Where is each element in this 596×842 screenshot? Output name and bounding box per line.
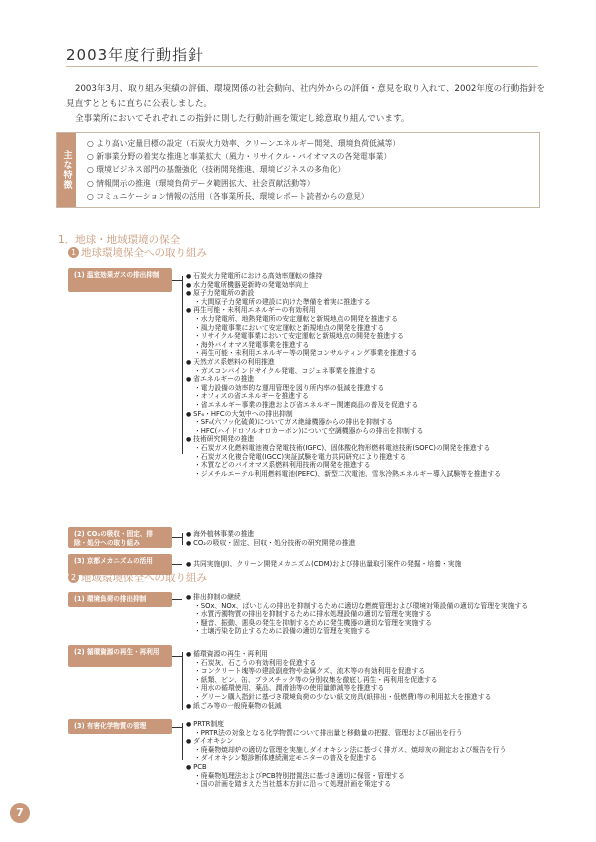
features-label: 主な特徴 (57, 133, 76, 207)
goal-subitem: ・ グリーン購入指針に基づき環境負荷の少ない紙文房具(紙排出・低燃費)等の利用拡大を推進する (194, 693, 491, 702)
goal-subitem: ・ 紙類、ビン、缶、プラスチック等の分別収集を徹底し再生・再利用を促進する (194, 676, 438, 685)
subsection-title-global (68, 245, 207, 260)
goal-item: ● 再生可能・未利用エネルギーの有効利用 (186, 306, 316, 316)
page-title: 2003年度行動指針 (66, 46, 205, 64)
feature-item: ○ コミュニケーション情報の活用（各事業所長、環境レポート読者からの意見） (87, 190, 400, 203)
feature-item: ○ 新事業分野の着実な推進と事業拡大（風力・リサイクル・バイオマスの各発電事業） (87, 150, 400, 163)
section-title: 1．地球・地域環境の保全 (58, 234, 181, 246)
goal-subitem: ・ 大間原子力発電所の建設に向けた準備を着実に推進する (194, 298, 371, 307)
goal-item: ● PRTR制度 (186, 720, 224, 730)
goal-item: ● 水力発電所機器更新時の発電効率向上 (186, 281, 309, 291)
category-box: (2) CO₂の吸収・固定、排除・処分への取り組み (68, 527, 172, 548)
goal-item: ● 共同実施(JI)、クリーン開発メカニズム(CDM)および排出量取引案件の発掘・培養・実施 (186, 560, 461, 570)
goal-subitem: ・ SF₆(六フッ化硫黄)についてガス絶縁機器からの排出を抑制する (194, 418, 393, 427)
connector-line (172, 280, 182, 281)
connector-line (182, 276, 183, 454)
category-box: (3) 京都メカニズムの活用 (68, 554, 172, 575)
goal-subitem: ・ 水力発電所、地熱発電所の安定運転と新規地点の開発を推進する (194, 315, 398, 324)
features-list (87, 137, 400, 203)
page-number: 7 (10, 803, 30, 823)
feature-item: ○ より高い定量目標の設定（石炭火力効率、クリーンエネルギー開発、環境負荷低減等） (87, 137, 400, 150)
goal-item: ● 原子力発電所の新設 (186, 289, 254, 299)
title-divider (66, 66, 538, 67)
subsection-number: 1 (68, 247, 79, 258)
goal-item: ● ダイオキシン (186, 737, 233, 747)
goal-subitem: ・ 石炭灰、石こうの有効利用を促進する (194, 659, 316, 668)
connector-line (172, 599, 182, 600)
intro-paragraph-2: 全事業所においてそれぞれこの指針に則した行動計画を策定し総意取り組んでいます。 (75, 114, 410, 124)
goal-subitem: ・ 土壌汚染を防止するために設備の適切な管理を実施する (194, 627, 371, 636)
subsection-number: 2 (68, 572, 79, 583)
intro-paragraph-1: 2003年3月、取り組み実績の評価、環境関係の社会動向、社内外からの評価・意見を取り入れて、2002年度の行動指針を見直すとともに直ちに公表しました。 (66, 84, 546, 109)
connector-line (182, 533, 183, 545)
connector-line (172, 537, 182, 538)
connector-line (172, 564, 182, 565)
goal-item: ● 天然ガス系燃料の利用推進 (186, 358, 275, 368)
goal-subitem: ・ 再生可能・未利用エネルギー等の開発コンサルティング事業を推進する (194, 349, 417, 358)
goal-subitem: ・ 電力設備の効率的な運用管理を図り所内率の低減を推進する (194, 384, 384, 393)
category-box: (1) 環境負荷の排出抑制 (68, 592, 172, 607)
goal-subitem: ・ 省エネルギー事業の推進および省エネルギー関連商品の普及を促進する (194, 401, 418, 410)
goal-subitem: ・ HFC(ハイドロフルオロカーボン)について空調機器からの排出を抑制する (194, 427, 423, 436)
goal-subitem: ・ 水質汚濁物質の排出を抑制するために排水処理設備の適切な管理を実施する (194, 610, 432, 619)
goal-subitem: ・ SOx、NOx、ばいじんの排出を抑制するために適切な燃焼管理および環境対策設備の適切な管理を実施する (194, 602, 528, 611)
goal-subitem: ・ 石炭ガス化複合発電(IGCC)実証試験を電力共同研究により推進する (194, 453, 406, 462)
feature-item: ○ 情報開示の推進（環境負荷データ範囲拡大、社会貢献活動等） (87, 177, 400, 190)
goal-subitem: ・ 廃棄物焼却炉の適切な管理を実施しダイオキシン法に基づく排ガス、焼却灰の測定および報告を行う (194, 746, 506, 755)
goal-subitem: ・ 国の計画を踏まえた当社基本方針に沿って処理計画を策定する (194, 780, 391, 789)
goal-subitem: ・ 用水の循環使用、薬品、潤滑油等の使用量節減等を推進する (194, 684, 384, 693)
goal-subitem: ・ 石炭ガス化燃料電池複合発電技術(IGFC)、固体酸化物形燃料電池技術(SOFC)の開発を推進する (194, 444, 490, 453)
goal-item: ● 海外植林事業の推進 (186, 530, 254, 540)
goal-subitem: ・ ダイオキシン類診断体連続測定モニターの普及を促進する (194, 754, 377, 763)
subsection-label: 地域環境保全への取り組み (81, 572, 207, 584)
goal-subitem: ・ 廃棄物処理法およびPCB特別措置法に基づき適切に保管・管理する (194, 772, 405, 781)
category-box: (1) 温室効果ガスの排出抑制 (68, 268, 172, 292)
goal-subitem: ・ 海外バイオマス発電事業を推進する (194, 341, 309, 350)
goal-subitem: ・ ジメチルエーテル利用燃料電池(PEFC)、新型二次電池、雪氷冷熱エネルギー導入試験等を推進する (194, 470, 501, 479)
connector-line (182, 652, 183, 710)
connector-line (172, 656, 182, 657)
category-box: (2) 循環資源の再生・再利用 (68, 645, 172, 667)
category-box: (3) 有害化学物質の管理 (68, 719, 172, 734)
goal-subitem: ・ 風力発電事業において安定運転と新規地点の開発を推進する (194, 324, 384, 333)
feature-item: ○ 環境ビジネス部門の基盤強化（技術開発推進、環境ビジネスの多角化） (87, 163, 400, 176)
subsection-title-local (68, 570, 207, 585)
goal-subitem: ・ 騒音、振動、悪臭の発生を抑制するために発生機器の適切な管理を実施する (194, 619, 432, 628)
goal-item: ● 循環資源の再生・再利用 (186, 650, 268, 660)
goal-item: ● PCB (186, 763, 207, 773)
connector-line (182, 723, 183, 760)
goal-item: ● 石炭火力発電所における高効率運転の維持 (186, 272, 322, 282)
goal-subitem: ・ ガスコンバインドサイクル発電、コジェネ事業を推進する (194, 367, 376, 376)
goal-subitem: ・ リサイクル発電事業において安定運転と新規地点の開発を推進する (194, 332, 404, 341)
goal-item: ● 紙ごみ等の一般廃棄物の低減 (186, 702, 282, 712)
goal-subitem: ・ PRTR法の対象となる化学物質について排出量と移動量の把握、管理および届出を行う (194, 729, 463, 738)
subsection-label: 地球環境保全への取り組み (81, 247, 207, 259)
features-box (56, 132, 540, 208)
goal-item: ● 排出抑制の継続 (186, 593, 241, 603)
goal-subitem: ・ オフィスの省エネルギーを推進する (194, 392, 309, 401)
goal-subitem: ・ 木質などのバイオマス系燃料利用技術の開発を推進する (194, 461, 371, 470)
goal-item: ● 省エネルギーの推進 (186, 375, 254, 385)
goal-item: ● SF₆・HFCの大気中への排出抑制 (186, 410, 293, 420)
goal-subitem: ・ コンクリート塊等の建設副産物や金属クズ、流木等の有効利用を促進する (194, 667, 425, 676)
goal-item: ● 技術研究開発の推進 (186, 435, 254, 445)
connector-line (172, 727, 182, 728)
goal-item: ● CO₂の吸収・固定、回収・処分技術の研究開発の推進 (186, 539, 356, 549)
